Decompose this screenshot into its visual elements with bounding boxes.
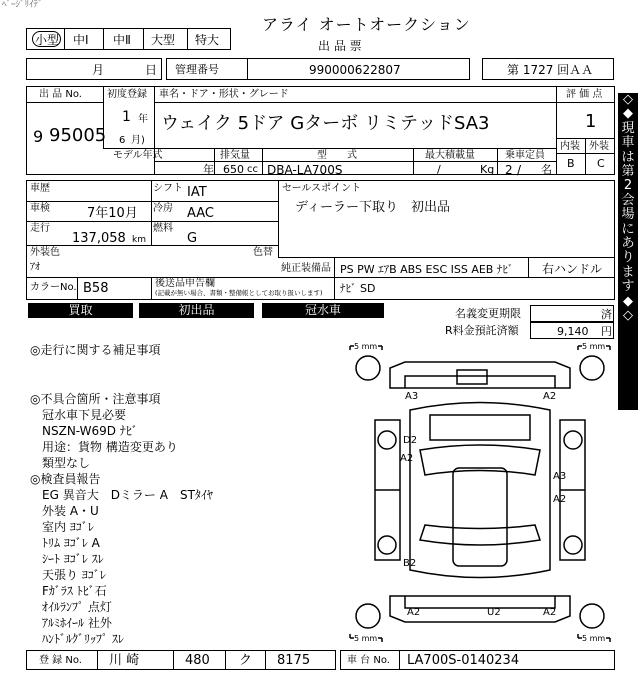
class-tabs	[26, 28, 231, 50]
banner-char: ま	[621, 264, 635, 280]
displacement-unit: cc	[247, 164, 258, 175]
note-line: 類型なし	[30, 456, 91, 470]
interior-grade: B	[567, 157, 575, 170]
delivery-note: (記載が無い場合、書類・整備帳としてお取り扱いします)	[155, 289, 323, 297]
banner-char: ◆	[623, 106, 633, 122]
note-line: ｱﾙﾐﾎｲｰﾙ 社外	[30, 616, 112, 630]
banner-char: あ	[621, 236, 635, 252]
note-line: Fｶﾞﾗｽ ﾄﾋﾞ石	[30, 584, 107, 598]
tire-depth-rr: 5 mm	[582, 634, 606, 643]
recycle-fee-label: R料金預託済額	[445, 324, 519, 337]
note-line: ｼｰﾄ ﾖｺﾞﾚ ｽﾚ	[30, 552, 104, 566]
seats-separator: /	[517, 163, 522, 177]
note-line: ﾊﾝﾄﾞﾙｸﾞﾘｯﾌﾟ ｽﾚ	[30, 632, 124, 646]
model-year-label: モデル年式	[113, 150, 163, 161]
note-line: ◎不具合箇所・注意事項	[30, 392, 161, 406]
damage-mark: A2	[543, 607, 557, 618]
registration-month: 6	[119, 135, 126, 146]
vehicle-info-block	[26, 86, 615, 175]
management-number-box	[166, 58, 470, 80]
banner-char: は	[621, 149, 635, 165]
banner-char: 2	[623, 178, 633, 194]
car-damage-diagram	[345, 340, 615, 645]
mileage-value: 137,058	[72, 231, 126, 246]
car-name: ウェイク 5ドア Gターボ リミテッドSA3	[161, 113, 490, 134]
tire-depth-fl: 5 mm	[354, 342, 378, 351]
registration-year-unit: 年	[138, 114, 148, 125]
exhibit-number: 95005	[49, 125, 107, 146]
banner-char: ◇	[623, 92, 633, 107]
delivery-items: ﾅﾋﾞ SD	[340, 282, 376, 295]
class-tab-small: 小型	[35, 33, 60, 47]
damage-mark: D2	[403, 435, 418, 446]
model-label: 型 式	[317, 150, 357, 161]
details-block	[26, 180, 615, 300]
note-line: 天張り ﾖｺﾞﾚ	[30, 568, 106, 582]
management-number: 990000622807	[309, 63, 401, 77]
banner-char: ◇	[623, 308, 633, 324]
registration-year: 1	[122, 109, 131, 125]
side-banner	[618, 93, 638, 410]
name-transfer-label: 名義変更期限	[455, 307, 521, 320]
capacity-value: /	[437, 163, 441, 176]
registration-area: 川 崎	[109, 653, 140, 668]
recycle-fee-value: 9,140	[557, 325, 589, 338]
registration-class: 480	[185, 653, 210, 668]
day-label: 日	[145, 63, 158, 77]
model-value: DBA-LA700S	[267, 163, 343, 177]
name-transfer-value: 済	[601, 308, 612, 321]
seats-unit: 名	[541, 163, 552, 176]
corner-tag: ﾍﾟｰｼﾞﾘｲﾃﾞ	[2, 0, 43, 10]
banner-char: 場	[621, 207, 635, 223]
sale-number-box	[482, 58, 614, 80]
registration-number: 8175	[277, 653, 311, 668]
sale-number: 第 1727 回ＡＡ	[507, 63, 594, 77]
mileage-unit: km	[132, 235, 146, 245]
inspection-label: 車検	[30, 203, 50, 214]
management-label: 管理番号	[175, 63, 219, 76]
color-change-label: 色替	[253, 247, 273, 258]
banner-char: ◆	[623, 293, 633, 309]
banner-char: り	[621, 250, 635, 266]
class-tab-mid2: 中Ⅱ	[113, 33, 131, 47]
shift-label: シフト	[153, 183, 183, 194]
name-transfer-box	[530, 305, 614, 322]
displacement-label: 排気量	[220, 150, 250, 161]
registration-kana: ク	[239, 653, 253, 668]
history-label: 車歴	[30, 183, 50, 194]
note-line: 用途：貨物 構造変更あり	[30, 440, 178, 454]
damage-mark: A2	[553, 494, 567, 505]
company-name: アライ オートオークション	[262, 15, 471, 34]
exterior-color-value: ｱｵ	[30, 262, 40, 273]
month-label: 月	[92, 63, 105, 77]
banner-char: 現	[621, 120, 635, 136]
note-line: 外装 A・U	[30, 504, 99, 518]
damage-mark: A3	[553, 471, 567, 482]
note-line: ◎走行に関する補足事項	[30, 343, 161, 357]
class-tab-special: 特大	[195, 33, 220, 47]
steering-side: 右ハンドル	[542, 262, 603, 276]
date-box	[26, 58, 162, 80]
first-registration-label: 初度登録	[107, 89, 147, 100]
note-line: 室内 ﾖｺﾞﾚ	[30, 520, 94, 534]
registration-month-unit: 月)	[131, 135, 145, 146]
banner-char: に	[621, 221, 635, 237]
exterior-label: 外装	[589, 141, 609, 152]
banner-char: す	[621, 279, 635, 295]
banner-char: 車	[621, 135, 635, 151]
exterior-grade: C	[597, 157, 605, 170]
class-tab-mid1: 中Ⅰ	[73, 33, 89, 47]
note-line: ﾄﾘﾑ ﾖｺﾞﾚ A	[30, 536, 100, 550]
sales-point-label: セールスポイント	[282, 183, 362, 194]
interior-label: 内装	[560, 141, 580, 152]
status-flooded: 冠水車	[262, 303, 384, 318]
mileage-label: 走行	[30, 223, 50, 234]
car-name-label: 車名・ドア・形状・グレード	[159, 89, 289, 100]
damage-mark: A2	[543, 391, 557, 402]
exhibit-prefix: 9	[33, 127, 44, 146]
fuel-value: G	[187, 231, 198, 246]
status-purchase: 買取	[28, 303, 133, 318]
chassis-number: LA700S-0140234	[407, 653, 520, 668]
note-line: NSZN-W69D ﾅﾋﾞ	[30, 424, 138, 438]
cooling-value: AAC	[187, 206, 214, 221]
delivery-label: 後送品申告欄	[155, 278, 215, 289]
sales-point-value: ディーラー下取り 初出品	[295, 200, 450, 215]
grade-label: 評 価 点	[566, 89, 603, 100]
recycle-fee-unit: 円	[601, 325, 612, 338]
inspection-value: 7年10月	[87, 206, 138, 221]
note-line: EG 異音大 Dミラー A STﾀｲﾔ	[30, 488, 213, 502]
note-line: 冠水車下見必要	[30, 408, 127, 422]
seats-value: 2	[505, 163, 513, 177]
displacement-value: 650	[223, 163, 244, 176]
registration-label: 登 録 No.	[39, 655, 82, 666]
registration-number-box	[26, 650, 336, 670]
model-year-unit: 年	[203, 163, 214, 176]
damage-mark: B2	[403, 558, 417, 569]
seats-label: 乗車定員	[505, 150, 545, 161]
damage-mark: A2	[407, 607, 421, 618]
color-number: B58	[83, 281, 109, 296]
doc-title: 出 品 票	[318, 39, 362, 53]
note-line: ◎検査員報告	[30, 472, 101, 486]
status-first-listing: 初出品	[139, 303, 254, 318]
equipment-label: 純正装備品	[281, 263, 331, 274]
banner-char: 会	[621, 192, 635, 208]
exhibit-no-label: 出 品 No.	[39, 89, 82, 100]
class-tab-large: 大型	[151, 33, 176, 47]
damage-mark: A2	[400, 453, 414, 464]
score: 1	[585, 111, 597, 132]
note-line: ｵｲﾙﾗﾝﾌﾟ 点灯	[30, 600, 112, 614]
fuel-label: 燃料	[153, 223, 173, 234]
tire-depth-fr: 5 mm	[582, 342, 606, 351]
chassis-label: 車 台 No.	[347, 655, 390, 666]
cooling-label: 冷房	[153, 203, 173, 214]
damage-mark: A3	[405, 391, 419, 402]
banner-char: 第	[621, 164, 635, 180]
shift-value: IAT	[187, 185, 207, 200]
tire-depth-rl: 5 mm	[354, 634, 378, 643]
damage-mark: U2	[487, 607, 501, 618]
capacity-label: 最大積載量	[425, 150, 475, 161]
recycle-fee-box	[530, 322, 614, 339]
equipment-value: PS PW ｴｱB ABS ESC ISS AEB ﾅﾋﾞ	[340, 263, 514, 276]
chassis-number-box	[340, 650, 615, 670]
color-number-label: カラーNo.	[30, 282, 77, 293]
capacity-unit: Kg	[480, 163, 495, 176]
exterior-color-label: 外装色	[30, 247, 60, 258]
